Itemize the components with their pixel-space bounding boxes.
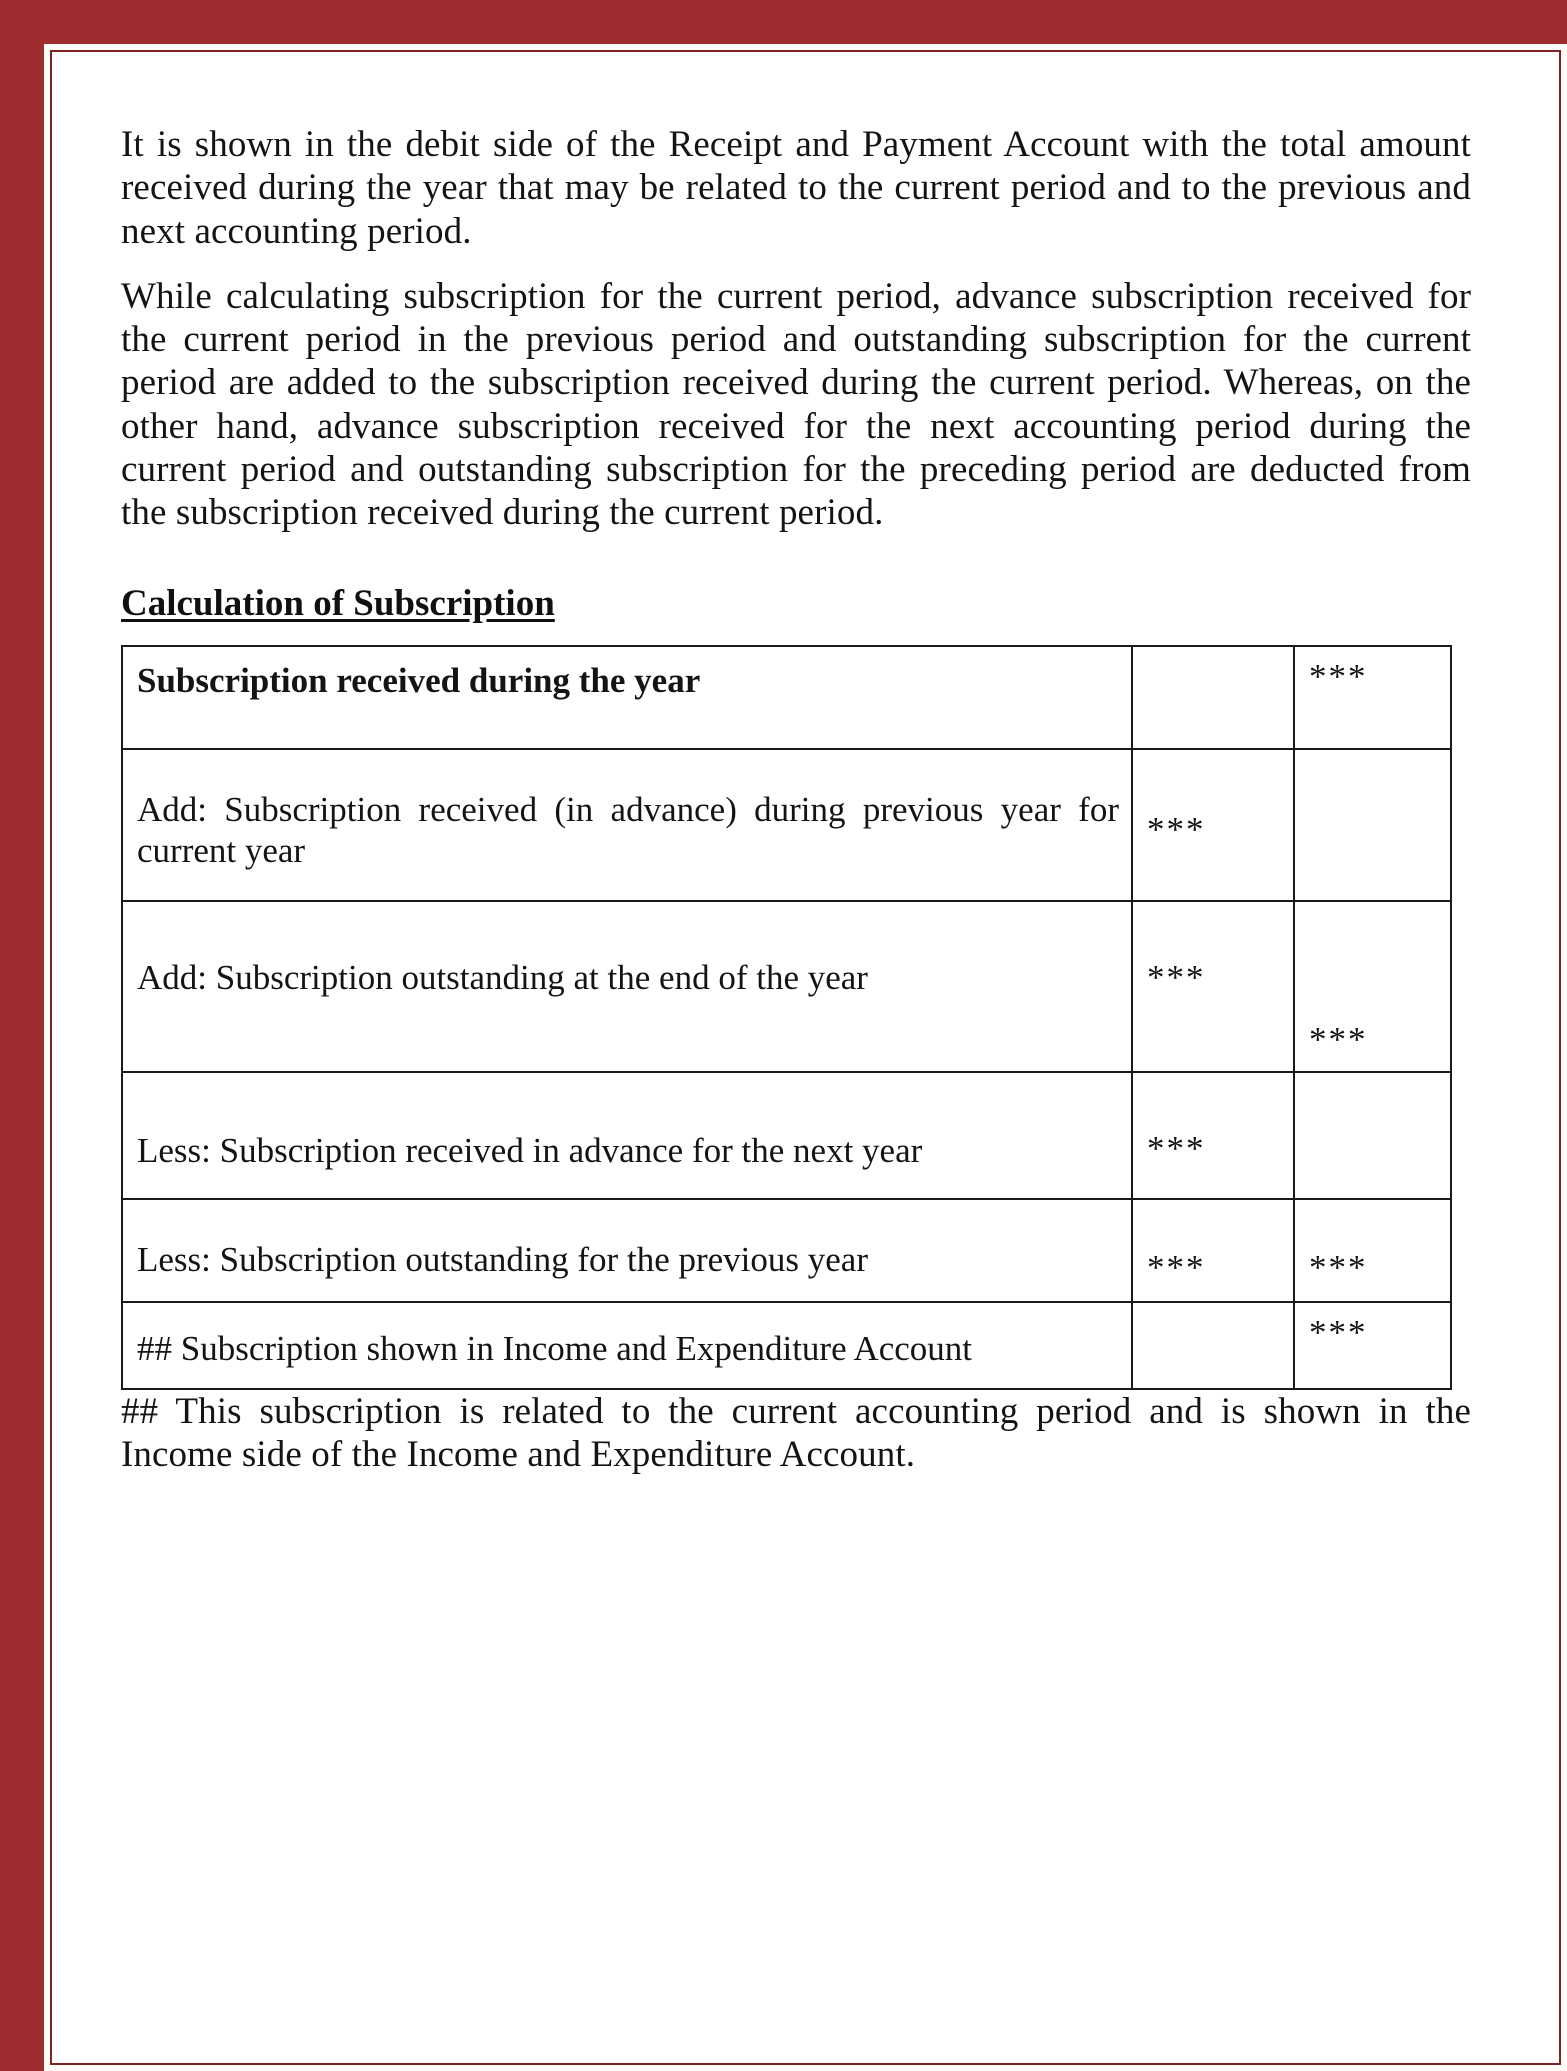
row-amount-2: *** [1309,1312,1368,1352]
row-amount-1: *** [1147,1128,1206,1168]
table-cell-description [122,1199,1132,1302]
table-row [122,1302,1451,1389]
row-amount-2: *** [1309,657,1368,697]
row-description: Less: Subscription received in advance for the next year [137,1130,923,1170]
row-description: Add: Subscription outstanding at the end of the year [137,957,868,997]
table-cell-amount-1 [1132,1072,1294,1199]
row-amount-2 [1295,750,1450,820]
table-cell-amount-2 [1294,646,1451,749]
row-description: Add: Subscription received (in advance) during previous year for current year [137,790,1119,870]
section-heading-wrap [121,557,1471,640]
table-cell-description [122,1072,1132,1199]
footnote-text: ## This subscription is related to the current accounting period and is shown in the Income side of the Income and Expenditure Account. [121,1390,1471,1475]
table-row [122,1072,1451,1199]
row-amount-1 [1133,647,1293,667]
document-page [53,53,1558,2062]
table-cell-amount-1 [1132,901,1294,1072]
table-cell-description [122,646,1132,749]
table-cell-amount-1 [1132,1199,1294,1302]
table-cell-description [122,901,1132,1072]
subscription-calculation-table [121,645,1452,1390]
table-cell-amount-2 [1294,1072,1451,1199]
table-cell-amount-2 [1294,901,1451,1072]
table-cell-description [122,749,1132,901]
row-amount-1: *** [1147,810,1206,850]
table-row [122,749,1451,901]
table-row [122,901,1451,1072]
row-description: Less: Subscription outstanding for the previous year [137,1239,868,1279]
document-content [121,123,1471,1476]
row-description: Subscription received during the year [137,661,701,701]
row-amount-2: *** [1309,1019,1368,1059]
table-row [122,1199,1451,1302]
row-amount-2 [1295,1073,1450,1139]
table-cell-amount-2 [1294,1199,1451,1302]
page-title: Calculation of Subscription [121,582,555,624]
table-cell-amount-2 [1294,749,1451,901]
table-cell-amount-1 [1132,749,1294,901]
table-cell-amount-2 [1294,1302,1451,1389]
table-row [122,646,1451,749]
table-cell-amount-1 [1132,646,1294,749]
row-amount-1: *** [1147,957,1206,997]
row-amount-1: *** [1147,1247,1206,1287]
row-description: ## Subscription shown in Income and Expenditure Account [137,1328,972,1368]
paragraph-intro: It is shown in the debit side of the Receipt and Payment Account with the total amount received during the year that may be related to the current period and to the previous and next accounting period. [121,124,1471,252]
paragraph-explanation: While calculating subscription for the current period, advance subscription received for the current period in the previous period and outstanding subscription for the current period are added to the subscription received during the current period. Whereas, on the other hand, advance subscription received for the next accounting period during the current period and outstanding subscription for the preceding period are deducted from the subscription received during the current period. [121,275,1471,534]
row-amount-2: *** [1309,1247,1368,1287]
table-cell-description [122,1302,1132,1389]
table-cell-amount-1 [1132,1302,1294,1389]
row-amount-1 [1133,1303,1293,1323]
